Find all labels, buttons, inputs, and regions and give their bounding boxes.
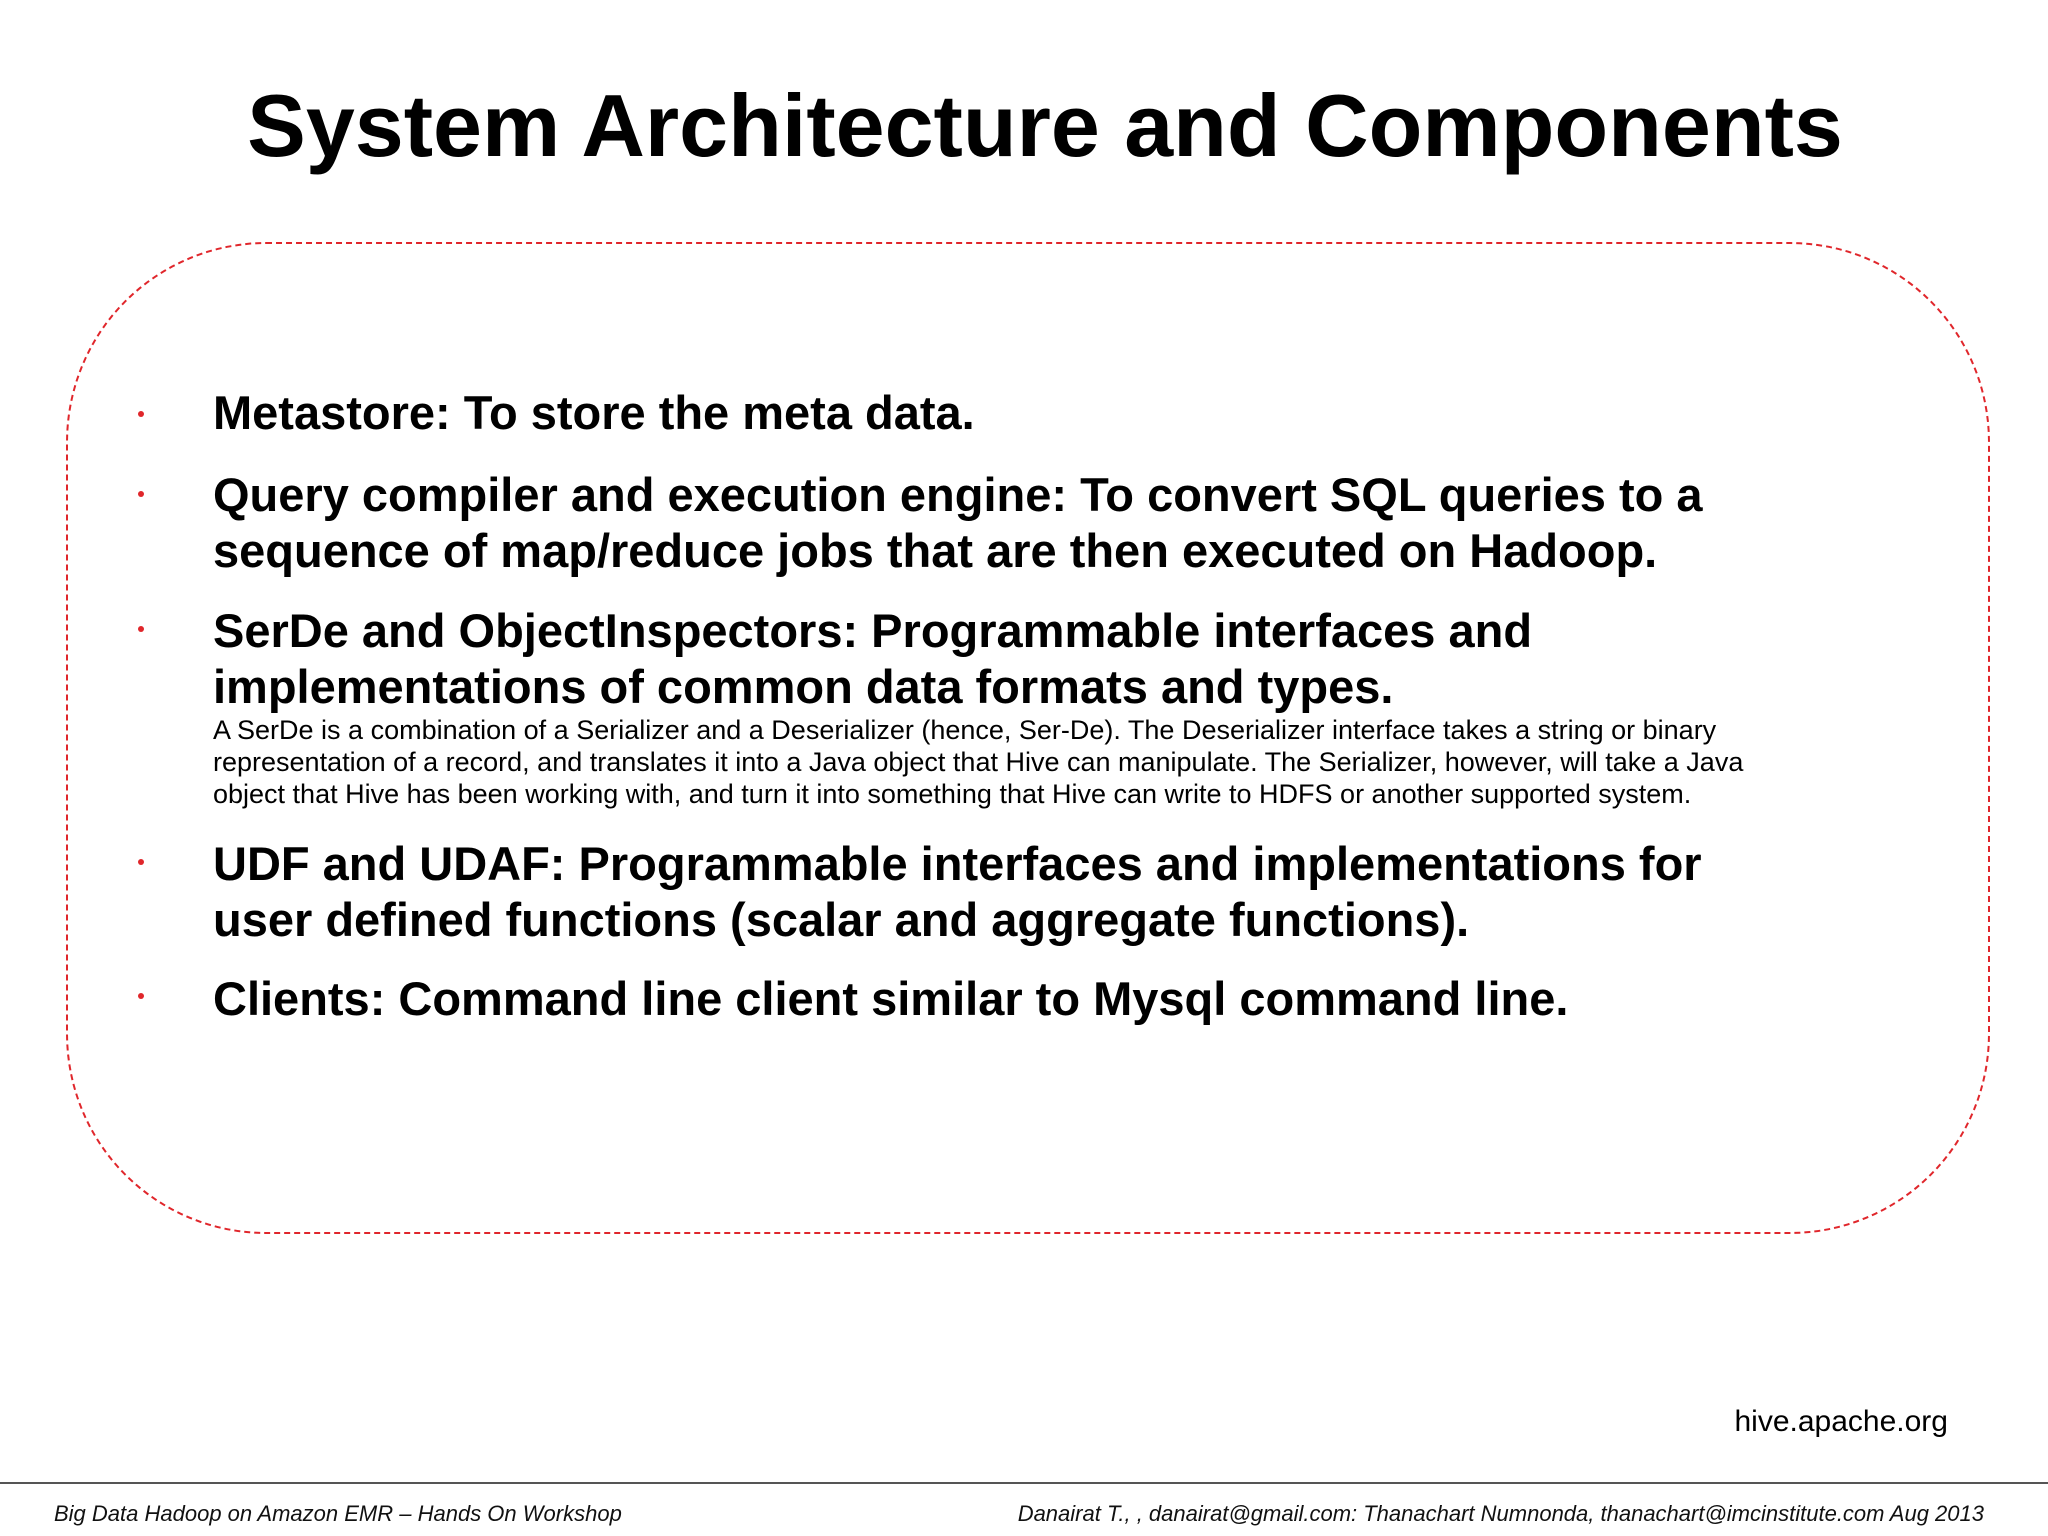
bullet-detail: A SerDe is a combination of a Serializer and a Deserializer (hence, Ser-De). The Deserializer interface takes a string or binary representation of a record, and translates it into a Java object that Hive can manipulate. The Serializer, however, will take a Java object that Hive has been working with, and turn it into something that Hive can write to HDFS or another supported system. (213, 715, 1744, 809)
bullet-text: Metastore: To store the meta data. (213, 386, 975, 439)
slide-title: System Architecture and Components (247, 76, 1843, 175)
bullet-dot-icon (138, 859, 144, 865)
bullet-dot-icon (138, 626, 144, 632)
footer-authors: Danairat T., , danairat@gmail.com: Thanachart Numnonda, thanachart@imcinstitute.com Aug 2013 (1017, 1501, 1984, 1526)
bullet-text: Query compiler and execution engine: To convert SQL queries to a sequence of map/reduce jobs that are then executed on Hadoop. (213, 468, 1703, 577)
bullet-text: UDF and UDAF: Programmable interfaces and implementations for user defined functions (scalar and aggregate functions). (213, 837, 1702, 946)
bullet-text: SerDe and ObjectInspectors: Programmable interfaces and implementations of common data formats and types. (213, 604, 1533, 713)
bullet-dot-icon (138, 993, 144, 999)
footer-divider (0, 1482, 2048, 1484)
footer-workshop-title: Big Data Hadoop on Amazon EMR – Hands On Workshop (54, 1501, 622, 1526)
bullet-text: Clients: Command line client similar to Mysql command line. (213, 972, 1569, 1025)
bullet-dot-icon (138, 491, 144, 497)
bullet-dot-icon (138, 411, 144, 417)
source-label: hive.apache.org (1734, 1405, 1948, 1438)
